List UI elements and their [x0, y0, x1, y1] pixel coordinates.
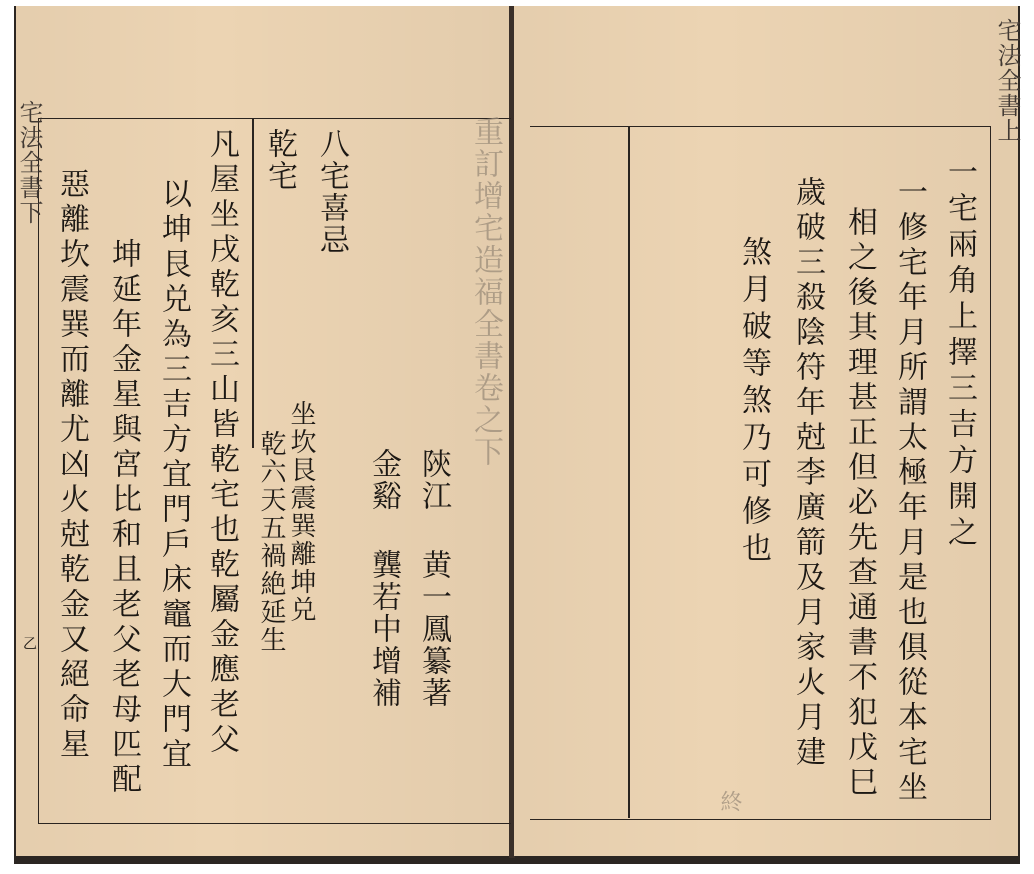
left-body-line-2: 以坤艮兑為三吉方宜門戶床竈而大門宜: [156, 178, 191, 773]
left-body-line-3: 坤延年金星與宮比和且老父老母匹配: [106, 238, 141, 798]
right-body-line-4: 歲破三殺陰符年尅李廣箭及月家火月建: [790, 176, 825, 771]
right-body-line-2: 一宅兩角上擇三吉方開之: [942, 156, 977, 552]
author-line-1: 陝江 黄一鳳纂著: [416, 448, 451, 709]
right-body-line-3: 相之後其理甚正但必先查通書不犯戊巳: [842, 206, 877, 801]
right-body-line-1: 一修宅年月所謂太極年月是也俱從本宅坐: [892, 176, 927, 806]
section-heading: 八宅喜忌: [314, 128, 349, 256]
left-page-number: 乙: [21, 636, 37, 652]
right-footer-mark: 終: [717, 790, 742, 814]
right-body-line-5: 煞月破等煞乃可修也: [736, 236, 771, 569]
left-body-line-4: 惡離坎震巽而離尤凶火尅乾金又絕命星: [54, 168, 89, 763]
author-line-2: 金谿 龔若中增補: [366, 448, 401, 709]
star-line: 乾六天五禍絶延生: [256, 430, 286, 654]
left-header-title: 重訂增宅造福全書卷之下: [468, 116, 503, 468]
left-body-line-1: 凡屋坐戌乾亥三山皆乾宅也乾屬金應老父: [204, 128, 239, 758]
left-divider-rule: [252, 118, 254, 448]
left-margin-title: 宅法全書下: [15, 100, 43, 225]
subheading: 乾宅: [262, 128, 297, 192]
right-margin-title: 宅法全書上: [993, 18, 1021, 143]
right-divider-rule: [628, 126, 630, 818]
direction-line: 坐坎艮震巽離坤兑: [286, 400, 316, 624]
